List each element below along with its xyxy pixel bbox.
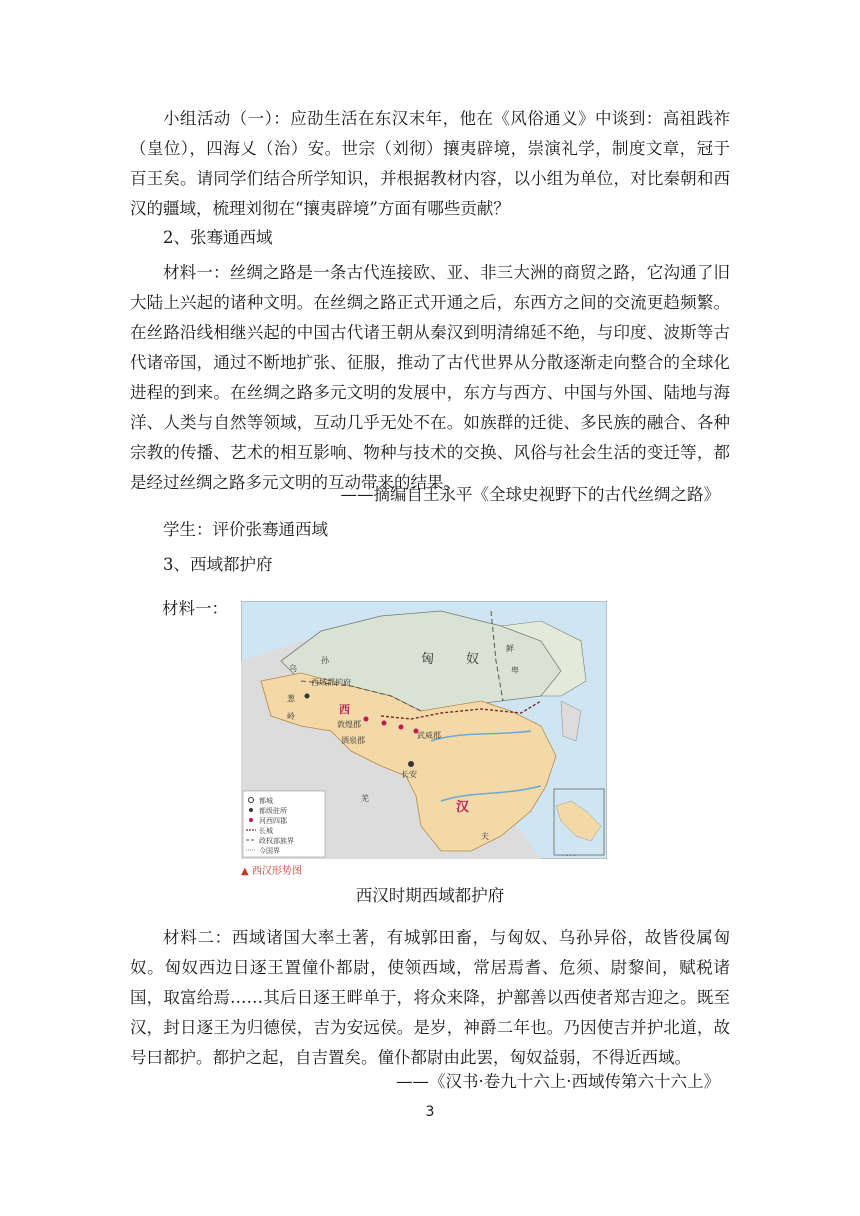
svg-text:都城: 都城 bbox=[259, 797, 273, 805]
svg-text:都级驻所: 都级驻所 bbox=[259, 807, 287, 815]
svg-text:武威郡: 武威郡 bbox=[417, 731, 441, 740]
source-citation-1: ——摘编自王永平《全球史视野下的古代丝绸之路》 bbox=[340, 485, 720, 504]
svg-text:鲜: 鲜 bbox=[506, 644, 514, 653]
map-small-caption: ▲ 西汉形势图 bbox=[241, 866, 302, 877]
map-legend bbox=[243, 791, 325, 857]
label-xiongnu-1: 匈 bbox=[421, 652, 435, 667]
material-two-paragraph: 材料二：西域诸国大率土著，有城郭田畜，与匈奴、乌孙异俗，故皆役属匈奴。匈奴西边日逐王置僮仆都尉，使领西域，常居焉耆、危须、尉黎间，赋税诸国，取富给焉……其后日逐王畔单于，将众来降，护鄯善以西使者郑吉迎之。既至汉，封日逐王为归德侯，吉为安远侯。是岁，神爵二年也。乃因使吉并护北道，故号曰都护。都护之起，自吉置矣。僮仆都尉由此罢，匈奴益弱，不得近西域。 bbox=[130, 928, 730, 1067]
map-caption: 西汉时期西域都护府 bbox=[355, 886, 505, 905]
svg-text:羌: 羌 bbox=[361, 794, 369, 803]
svg-text:葱: 葱 bbox=[287, 694, 295, 703]
label-duhufu: 西域都护府 bbox=[311, 678, 351, 687]
svg-text:政权部族界: 政权部族界 bbox=[259, 837, 294, 845]
svg-text:河西四郡: 河西四郡 bbox=[259, 817, 287, 825]
svg-text:卑: 卑 bbox=[511, 666, 519, 675]
label-xiongnu-2: 奴 bbox=[466, 652, 480, 667]
label-xi: 西 bbox=[339, 703, 350, 716]
svg-text:孙: 孙 bbox=[321, 656, 329, 665]
material-one-paragraph: 材料一：丝绸之路是一条古代连接欧、亚、非三大洲的商贸之路，它沟通了旧大陆上兴起的诸种文明。在丝绸之路正式开通之后，东西方之间的交流更趋频繁。在丝路沿线相继兴起的中国古代诸王朝从秦汉到明清绵延不绝，与印度、波斯等古代诸帝国，通过不断地扩张、征服，推动了古代世界从分散逐渐走向整合的全球化进程的到来。在丝绸之路多元文明的发展中，东方与西方、中国与外国、陆地与海洋、人类与自然等领域，互动几乎无处不在。如族群的迁徙、多民族的融合、各种宗教的传播、艺术的相互影响、物种与技术的交换、风俗与社会生活的变迁等，都是经过丝绸之路多元文明的互动带来的结果。 bbox=[130, 263, 730, 492]
heading-zhangqian: 2、张骞通西域 bbox=[163, 228, 273, 247]
heading-duhufu: 3、西域都护府 bbox=[163, 555, 273, 574]
svg-text:夫: 夫 bbox=[481, 832, 489, 841]
svg-text:酒泉郡: 酒泉郡 bbox=[341, 736, 365, 745]
svg-text:敦煌郡: 敦煌郡 bbox=[337, 720, 361, 729]
changan-marker bbox=[408, 761, 414, 767]
source-citation-2: ——《汉书·卷九十六上·西域传第六十六上》 bbox=[396, 1072, 720, 1091]
western-han-map bbox=[241, 601, 607, 859]
svg-text:今国界: 今国界 bbox=[259, 847, 280, 855]
svg-text:乌: 乌 bbox=[289, 664, 297, 673]
student-line: 学生：评价张骞通西域 bbox=[163, 520, 328, 539]
activity-paragraph: 小组活动（一）：应劭生活在东汉末年，他在《风俗通义》中谈到：高祖践祚（皇位），四海乂（治）安。世宗（刘彻）攘夷辟境，崇演礼学，制度文章，冠于百王矣。请同学们结合所学知识，并根据教材内容，以小组为单位，对比秦朝和西汉的疆域，梳理刘彻在“攘夷辟境”方面有哪些贡献？ bbox=[130, 109, 730, 218]
label-changan: 长安 bbox=[401, 770, 417, 779]
svg-text:长城: 长城 bbox=[259, 827, 273, 835]
material-one-label: 材料一： bbox=[162, 599, 228, 618]
label-han: 汉 bbox=[456, 800, 470, 815]
page-number: 3 bbox=[425, 1104, 435, 1120]
svg-text:岭: 岭 bbox=[287, 712, 295, 721]
